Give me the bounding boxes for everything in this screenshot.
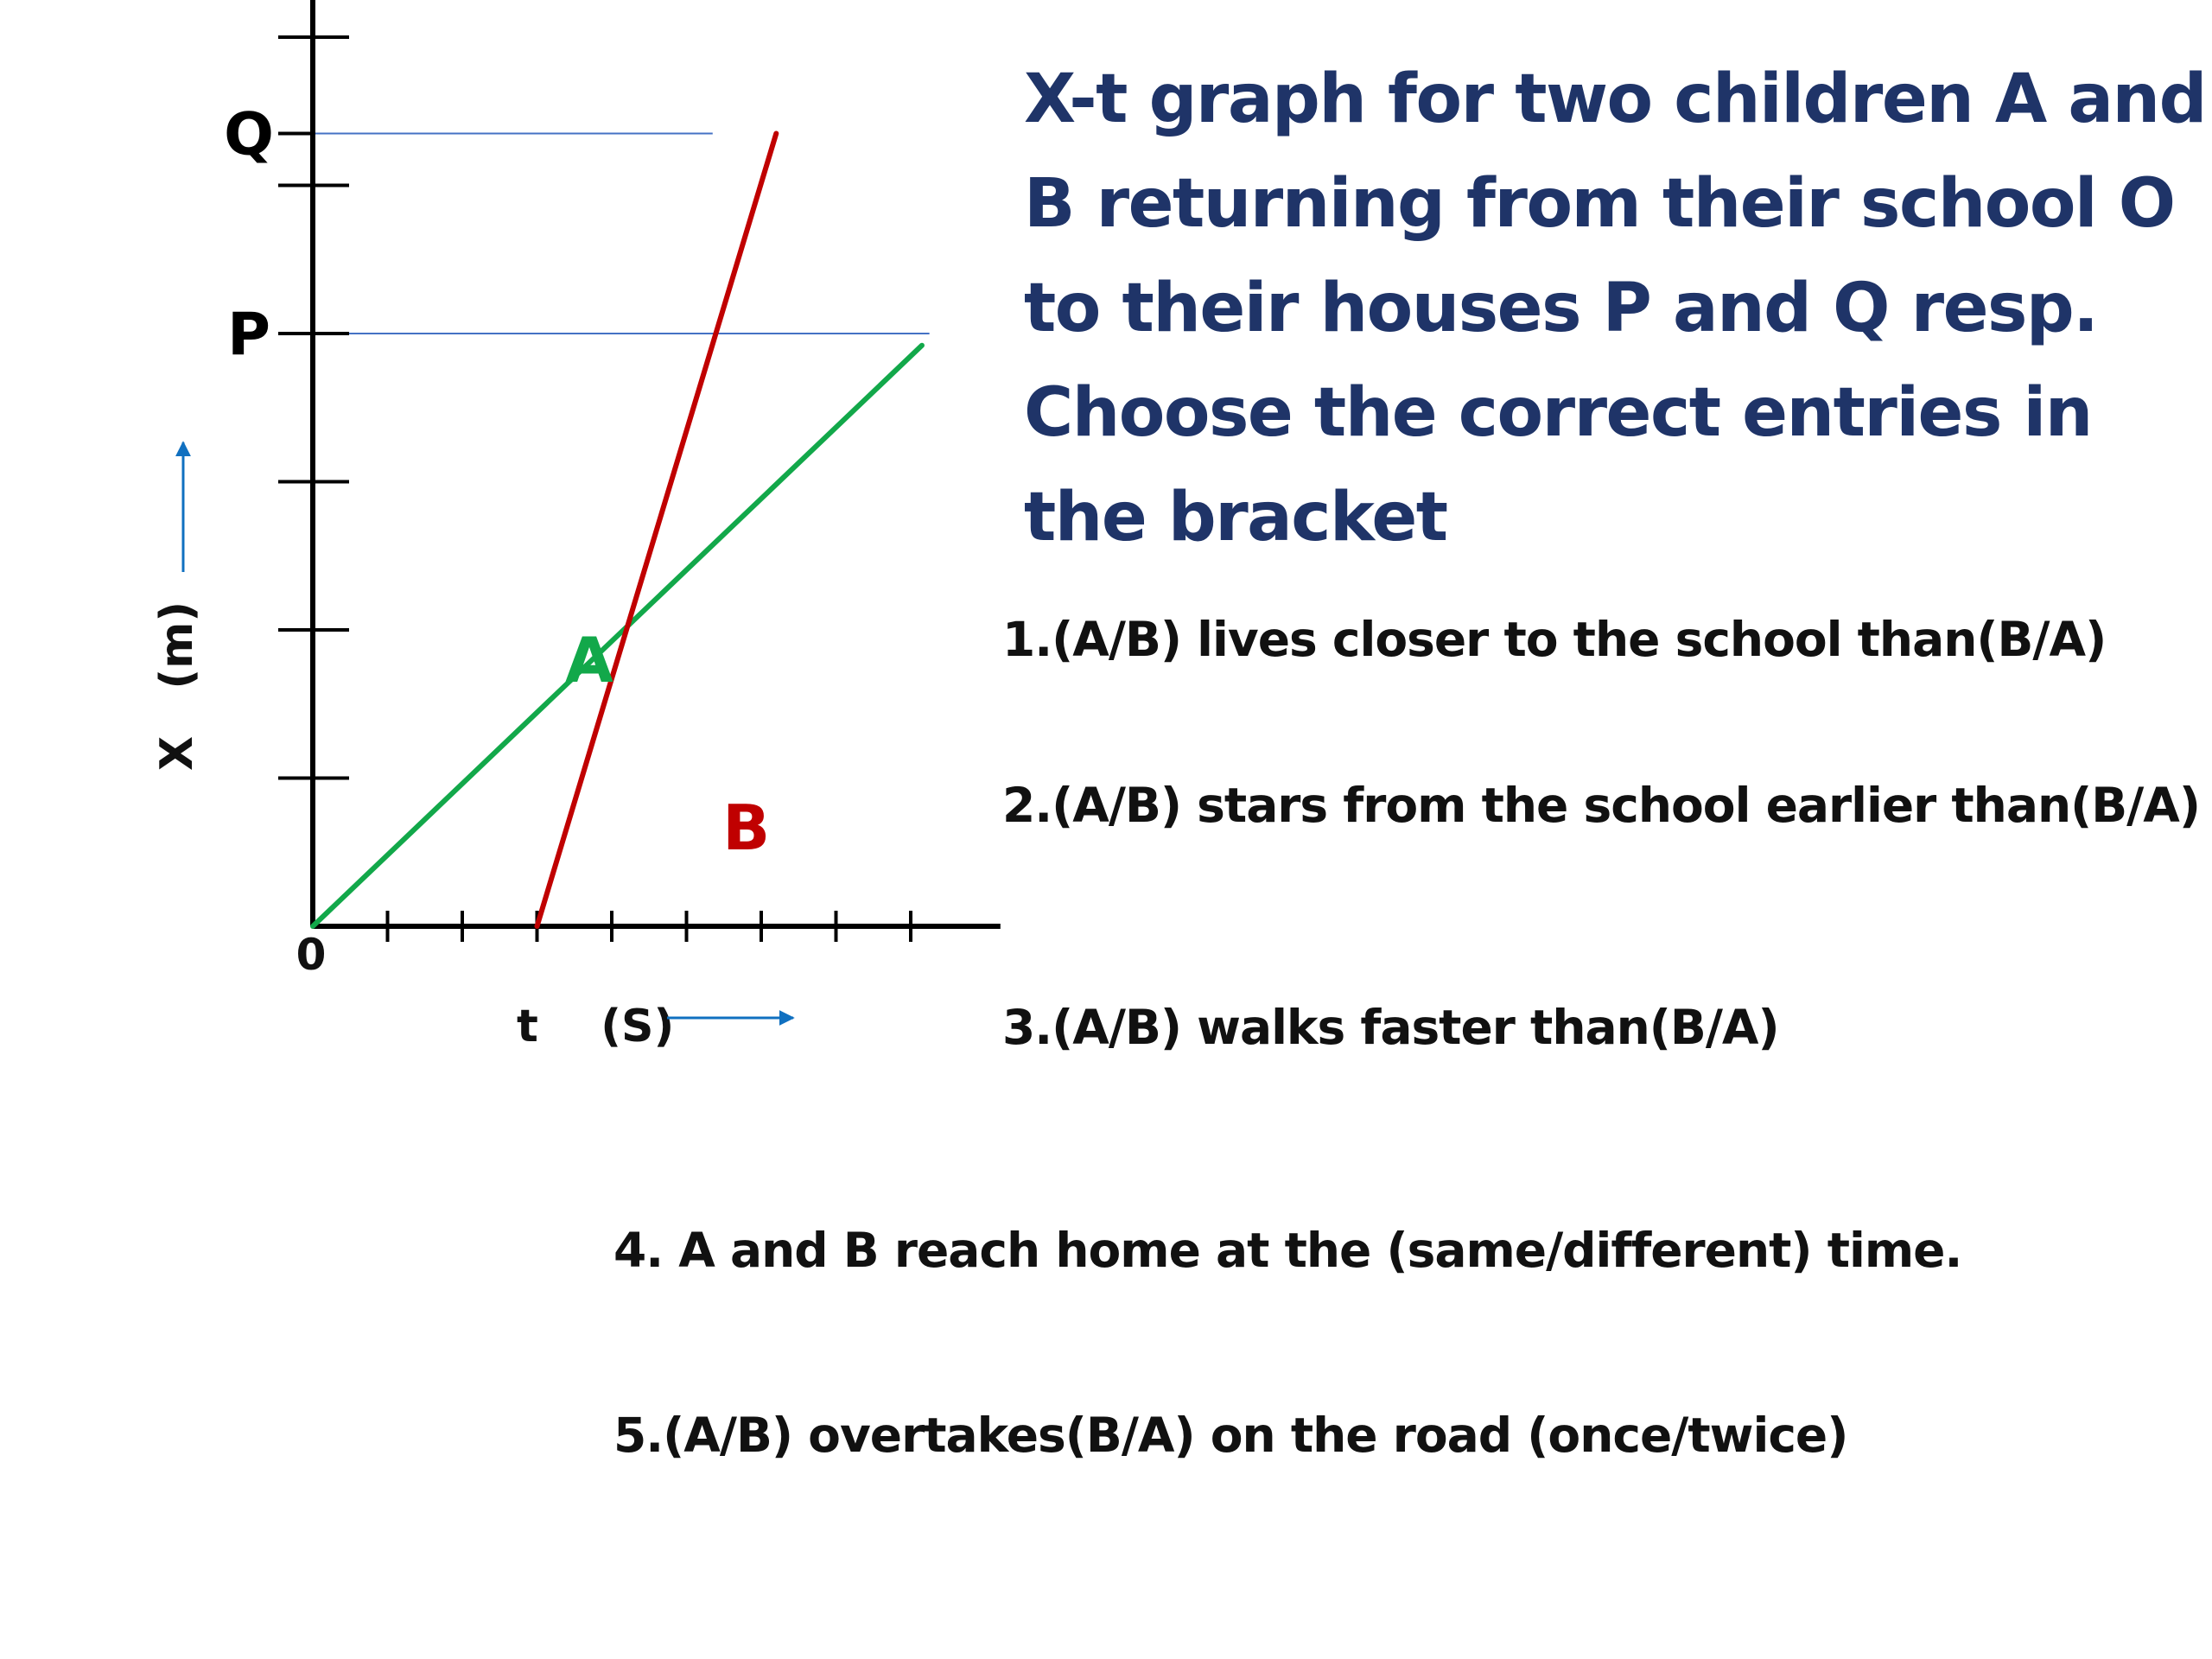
y-mark-label-p: P [227,301,270,369]
xt-graph [0,0,1037,1123]
x-axis-label: t (S) [517,1001,675,1052]
origin-label: 0 [296,930,327,980]
y-mark-label-q: Q [224,100,274,169]
question-5: 5.(A/B) overtakes(B/A) on the road (once/twice) [613,1408,1848,1463]
series-line-a [313,346,922,926]
y-axis-label: X (m) [151,601,203,771]
question-4: 4. A and B reach home at the (same/different) time. [613,1223,1962,1278]
series-label-b: B [722,791,771,864]
series-label-a: A [565,624,613,697]
question-title: X-t graph for two children A and B returning from their school O to their houses P and Q resp. Choose the correct entries in the bracket [1024,60,2206,556]
question-1: 1.(A/B) lives closer to the school than(B/A) [1002,612,2107,667]
question-2: 2.(A/B) stars from the school earlier than(B/A) [1002,778,2200,833]
question-3: 3.(A/B) walks faster than(B/A) [1002,1000,1779,1055]
